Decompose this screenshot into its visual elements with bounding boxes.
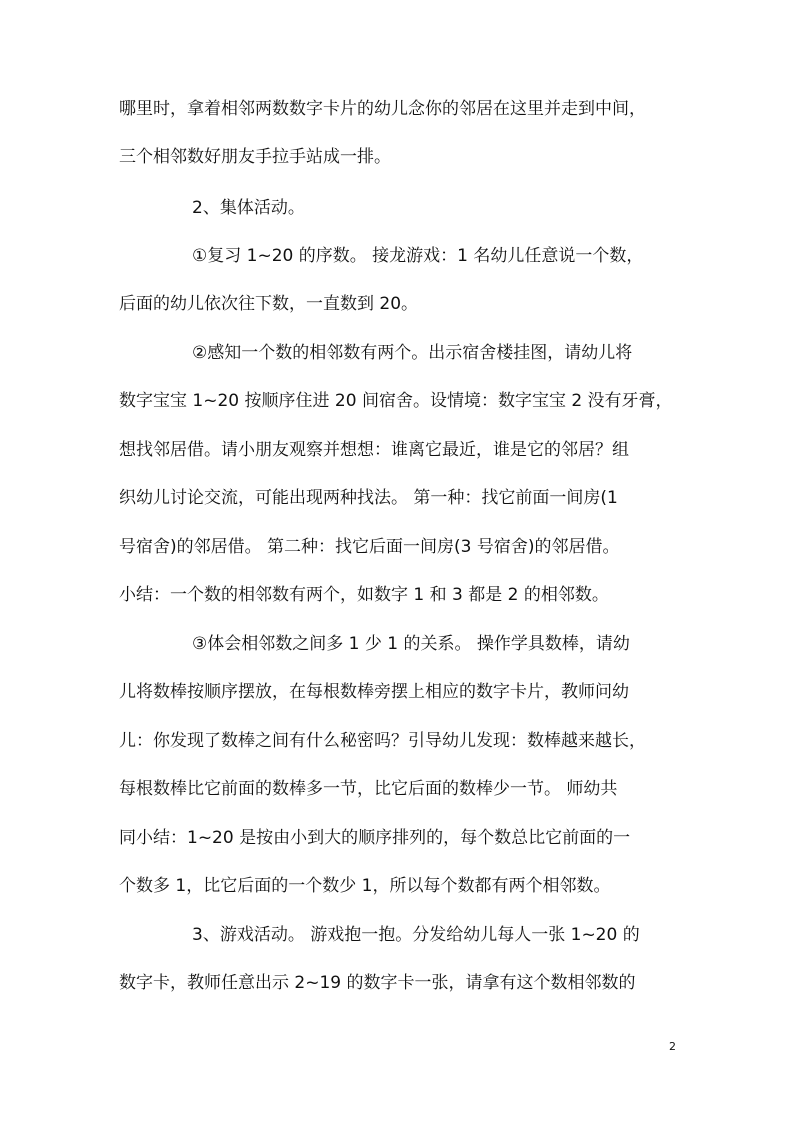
text-line: 号宿舍)的邻居借。 第二种：找它后面一间房(3 号宿舍)的邻居借。 xyxy=(119,537,620,557)
text-line: 织幼儿讨论交流，可能出现两种找法。 第一种：找它前面一间房(1 xyxy=(119,488,618,508)
text-line: 儿：你发现了数棒之间有什么秘密吗？引导幼儿发现：数棒越来越长， xyxy=(119,731,646,751)
page-number: 2 xyxy=(669,1040,676,1053)
text-line: 数字卡，教师任意出示 2~19 的数字卡一张，请拿有这个数相邻数的 xyxy=(119,973,636,993)
text-line: ②感知一个数的相邻数有两个。出示宿舍楼挂图，请幼儿将 xyxy=(192,343,633,363)
text-line: 小结：一个数的相邻数有两个，如数字 1 和 3 都是 2 的相邻数。 xyxy=(119,585,609,605)
text-line: 同小结：1~20 是按由小到大的顺序排列的，每个数总比它前面的一 xyxy=(119,828,631,848)
text-line: 后面的幼儿依次往下数，一直数到 20。 xyxy=(119,294,419,314)
text-line: ③体会相邻数之间多 1 少 1 的关系。 操作学具数棒，请幼 xyxy=(192,634,630,654)
section-heading: 2、集体活动。 xyxy=(192,198,305,218)
section-heading: 3、游戏活动。 游戏抱一抱。分发给幼儿每人一张 1~20 的 xyxy=(192,925,640,945)
text-line: 哪里时，拿着相邻两数数字卡片的幼儿念你的邻居在这里并走到中间， xyxy=(119,99,646,119)
text-line: 数字宝宝 1~20 按顺序住进 20 间宿舍。设情境：数字宝宝 2 没有牙膏， xyxy=(119,391,673,411)
text-line: 每根数棒比它前面的数棒多一节，比它后面的数棒少一节。 师幼共 xyxy=(119,779,618,799)
text-line: 儿将数棒按顺序摆放，在每根数棒旁摆上相应的数字卡片，教师问幼 xyxy=(119,682,629,702)
text-line: 想找邻居借。请小朋友观察并想想：谁离它最近，谁是它的邻居？组 xyxy=(119,440,629,460)
text-line: 三个相邻数好朋友手拉手站成一排。 xyxy=(119,147,391,167)
text-line: ①复习 1~20 的序数。 接龙游戏：1 名幼儿任意说一个数， xyxy=(192,246,644,266)
text-line: 个数多 1，比它后面的一个数少 1，所以每个数都有两个相邻数。 xyxy=(119,876,611,896)
